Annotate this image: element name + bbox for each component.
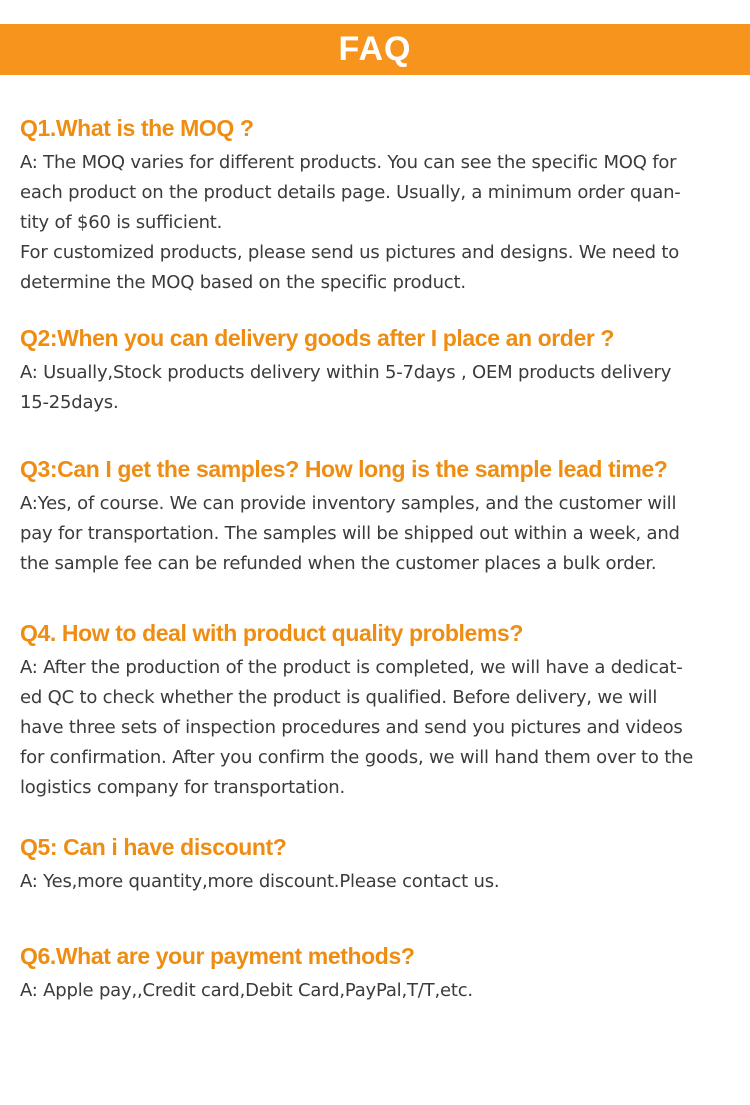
faq-item-q4	[20, 619, 732, 803]
faq-question: Q4. How to deal with product quality problems?	[20, 620, 523, 646]
faq-question: Q5: Can i have discount?	[20, 834, 287, 860]
answer-line: For customized products, please send us pictures and designs. We need to	[20, 242, 680, 263]
answer-line: A: The MOQ varies for different products. You can see the specific MOQ for	[20, 152, 677, 173]
faq-question: Q1.What is the MOQ ?	[20, 115, 254, 141]
faq-item-q1	[20, 114, 732, 298]
faq-item-q6	[20, 942, 732, 1006]
faq-item-q5	[20, 833, 732, 897]
answer-line: the sample fee can be refunded when the customer places a bulk order.	[20, 553, 657, 574]
answer-line: A: Apple pay,,Credit card,Debit Card,PayPal,T/T,etc.	[20, 980, 473, 1001]
page-title: FAQ	[338, 30, 412, 68]
faq-answer	[20, 867, 732, 897]
faq-answer	[20, 489, 732, 579]
faq-question: Q3:Can I get the samples? How long is the sample lead time?	[20, 456, 668, 482]
faq-answer	[20, 976, 732, 1006]
answer-line: have three sets of inspection procedures and send you pictures and videos	[20, 717, 683, 738]
faq-item-q3	[20, 455, 732, 579]
answer-line: each product on the product details page. Usually, a minimum order quan-	[20, 182, 681, 203]
answer-line: tity of $60 is sufficient.	[20, 212, 223, 233]
faq-answer	[20, 653, 732, 803]
answer-line: 15-25days.	[20, 392, 119, 413]
answer-line: for confirmation. After you confirm the goods, we will hand them over to the	[20, 747, 694, 768]
answer-line: A: Usually,Stock products delivery within 5-7days , OEM products delivery	[20, 362, 672, 383]
faq-item-q2	[20, 324, 732, 418]
answer-line: pay for transportation. The samples will be shipped out within a week, and	[20, 523, 680, 544]
answer-line: A: After the production of the product is completed, we will have a dedicat-	[20, 657, 683, 678]
faq-header-banner	[0, 24, 750, 75]
answer-line: determine the MOQ based on the specific product.	[20, 272, 466, 293]
faq-answer	[20, 358, 732, 418]
faq-question: Q2:When you can delivery goods after I place an order ?	[20, 325, 615, 351]
faq-answer	[20, 148, 732, 298]
answer-line: logistics company for transportation.	[20, 777, 346, 798]
answer-line: A:Yes, of course. We can provide inventory samples, and the customer will	[20, 493, 677, 514]
answer-line: ed QC to check whether the product is qualified. Before delivery, we will	[20, 687, 658, 708]
faq-question: Q6.What are your payment methods?	[20, 943, 415, 969]
answer-line: A: Yes,more quantity,more discount.Please contact us.	[20, 871, 500, 892]
